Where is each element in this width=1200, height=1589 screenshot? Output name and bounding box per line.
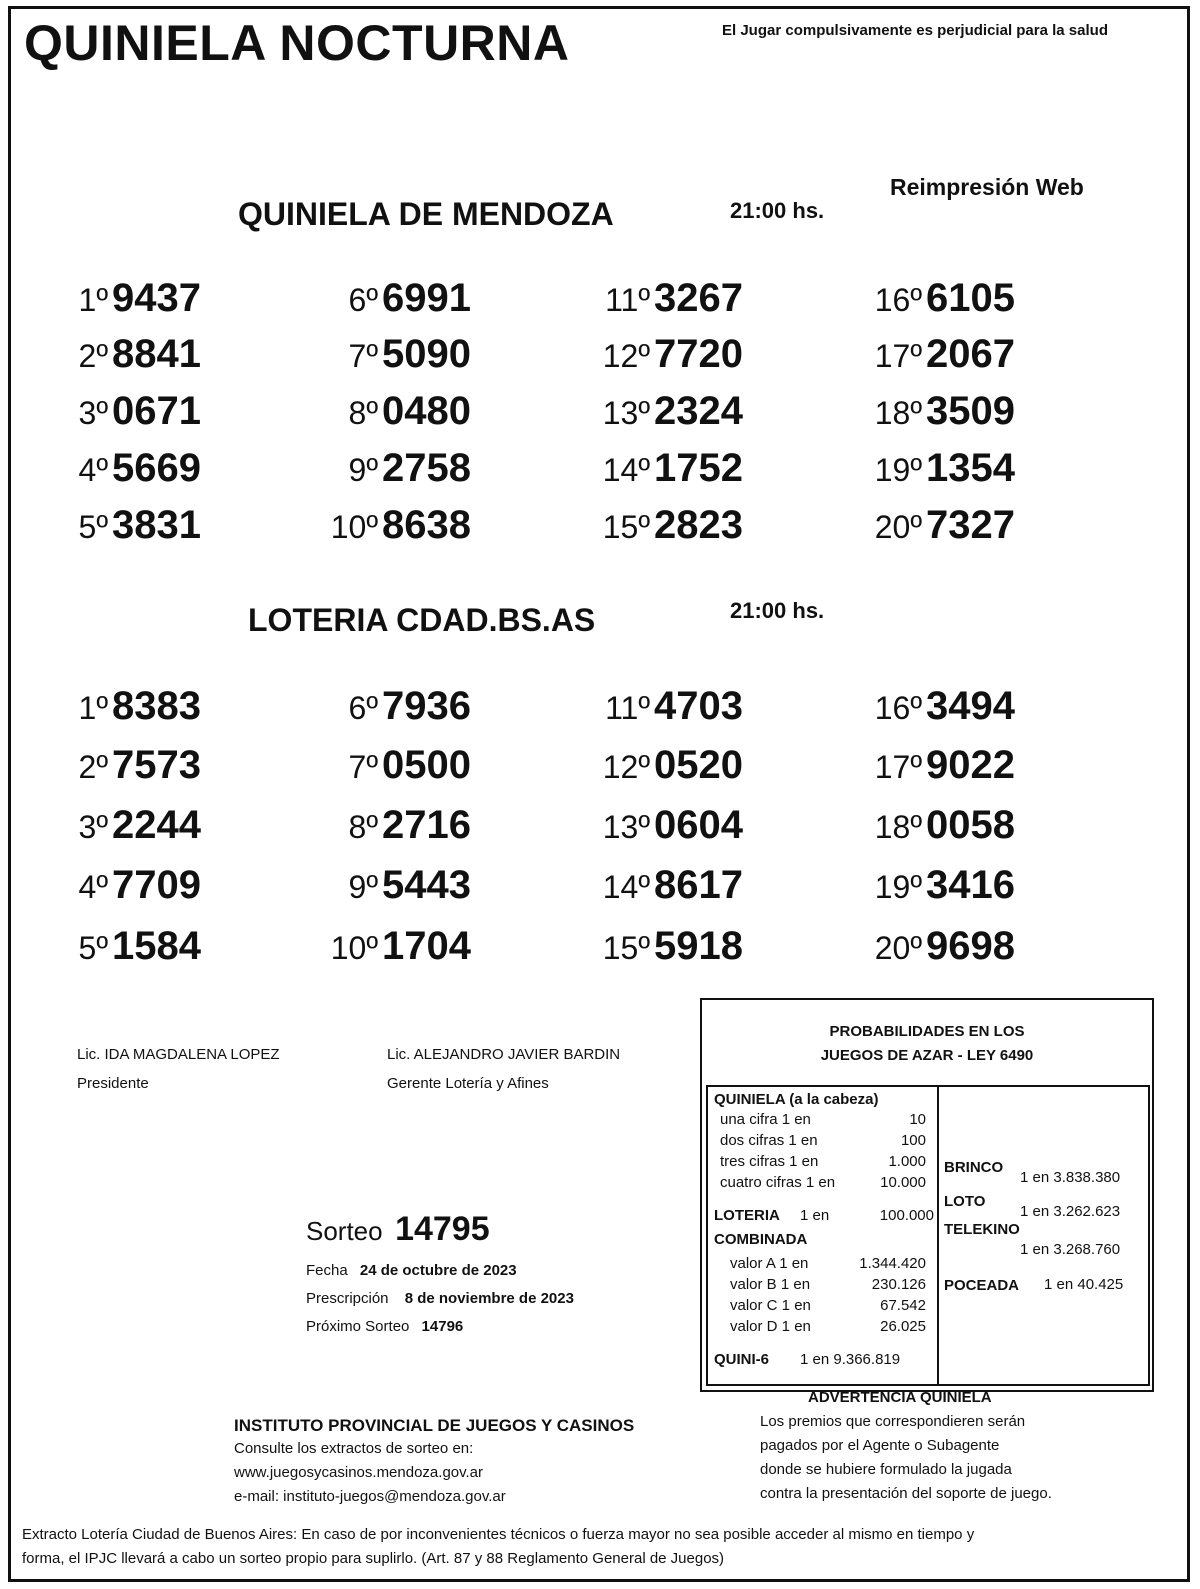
combinada-title: COMBINADA <box>714 1231 808 1248</box>
odds-value: 100 <box>900 1132 926 1149</box>
advertencia-line: pagados por el Agente o Subagente <box>760 1437 1000 1454</box>
result-number: 7709 <box>112 863 201 907</box>
result-entry <box>28 863 201 908</box>
result-position: 3º <box>78 809 108 845</box>
result-entry <box>28 389 201 434</box>
result-number: 5443 <box>382 863 471 907</box>
loto-label: LOTO <box>944 1193 986 1210</box>
result-position: 8º <box>348 809 378 845</box>
brinco-label: BRINCO <box>944 1159 1004 1176</box>
result-number: 5918 <box>654 924 743 968</box>
result-entry <box>842 446 1015 491</box>
draw-number: 14795 <box>395 1210 490 1248</box>
footer-note-line1: Extracto Lotería Ciudad de Buenos Aires: En caso de por inconvenientes técnicos o fuerza mayor no sea posible acceder al mismo en tiempo y <box>22 1526 975 1543</box>
draw-label: Sorteo <box>306 1216 383 1246</box>
result-position: 8º <box>348 395 378 431</box>
result-entry <box>570 332 743 377</box>
odds-label: tres cifras 1 en <box>720 1153 819 1170</box>
odds-label: valor B 1 en <box>730 1276 811 1293</box>
result-entry <box>298 924 471 969</box>
result-number: 5669 <box>112 446 201 490</box>
result-number: 8617 <box>654 863 743 907</box>
result-entry <box>298 863 471 908</box>
result-number: 2823 <box>654 503 743 547</box>
odds-value: 10.000 <box>880 1174 926 1191</box>
result-number: 0671 <box>112 389 201 433</box>
institute-info: Consulte los extractos de sorteo en: <box>234 1440 474 1457</box>
result-entry <box>28 446 201 491</box>
loto-value: 1 en 3.262.623 <box>1020 1203 1121 1220</box>
odds-label: valor D 1 en <box>730 1318 811 1335</box>
result-number: 3267 <box>654 276 743 320</box>
result-position: 2º <box>78 749 108 785</box>
next-draw-row <box>306 1318 463 1335</box>
result-entry <box>298 803 471 848</box>
result-number: 1704 <box>382 924 471 968</box>
result-number: 7327 <box>926 503 1015 547</box>
result-position: 6º <box>348 282 378 318</box>
signature-name: Lic. ALEJANDRO JAVIER BARDIN <box>387 1046 621 1063</box>
advertencia-text <box>760 1410 1052 1506</box>
result-number: 3494 <box>926 684 1015 728</box>
result-entry <box>298 743 471 788</box>
result-entry <box>298 503 471 548</box>
result-entry <box>842 389 1015 434</box>
result-position: 14º <box>602 869 650 905</box>
result-entry <box>28 503 201 548</box>
buenos-aires-time: 21:00 hs. <box>730 598 825 623</box>
result-position: 3º <box>78 395 108 431</box>
result-position: 7º <box>348 338 378 374</box>
institute-email-link[interactable]: e-mail: instituto-juegos@mendoza.gov.ar <box>234 1488 506 1505</box>
result-number: 8841 <box>112 332 201 376</box>
result-position: 10º <box>330 509 378 545</box>
result-position: 10º <box>330 930 378 966</box>
institute-website-link[interactable]: www.juegosycasinos.mendoza.gov.ar <box>234 1464 484 1481</box>
result-number: 8383 <box>112 684 201 728</box>
telekino-label: TELEKINO <box>944 1221 1020 1238</box>
result-number: 1354 <box>926 446 1015 490</box>
result-position: 9º <box>348 452 378 488</box>
result-position: 15º <box>602 509 650 545</box>
result-number: 3416 <box>926 863 1015 907</box>
draw-number-block <box>306 1210 490 1249</box>
result-position: 1º <box>78 282 108 318</box>
result-position: 16º <box>874 282 922 318</box>
result-entry <box>570 389 743 434</box>
result-number: 3831 <box>112 503 201 547</box>
result-number: 0500 <box>382 743 471 787</box>
result-entry <box>298 332 471 377</box>
result-entry <box>28 276 201 321</box>
result-position: 19º <box>874 452 922 488</box>
odds-label: valor A 1 en <box>730 1255 809 1272</box>
result-position: 5º <box>78 509 108 545</box>
result-position: 15º <box>602 930 650 966</box>
result-position: 19º <box>874 869 922 905</box>
mendoza-time: 21:00 hs. <box>730 198 825 223</box>
result-entry <box>842 924 1015 969</box>
result-position: 6º <box>348 690 378 726</box>
result-entry <box>28 332 201 377</box>
result-position: 20º <box>874 930 922 966</box>
odds-value: 26.025 <box>880 1318 926 1335</box>
result-number: 9022 <box>926 743 1015 787</box>
page-title: QUINIELA NOCTURNA <box>24 15 570 71</box>
probabilities-box <box>700 998 1154 1392</box>
result-entry <box>842 743 1015 788</box>
result-entry <box>570 276 743 321</box>
advertencia-line: donde se hubiere formulado la jugada <box>760 1461 1012 1478</box>
result-number: 7936 <box>382 684 471 728</box>
result-position: 12º <box>602 338 650 374</box>
odds-value: 67.542 <box>880 1297 926 1314</box>
result-number: 0058 <box>926 803 1015 847</box>
result-entry <box>570 446 743 491</box>
result-entry <box>298 684 471 729</box>
loteria-label: LOTERIA <box>714 1207 780 1224</box>
result-number: 6105 <box>926 276 1015 320</box>
result-number: 2716 <box>382 803 471 847</box>
draw-date: 24 de octubre de 2023 <box>359 1262 517 1279</box>
advertencia-line: Los premios que correspondieren serán <box>760 1413 1026 1430</box>
signature-role: Presidente <box>77 1075 149 1092</box>
result-number: 2758 <box>382 446 471 490</box>
result-entry <box>842 503 1015 548</box>
result-position: 16º <box>874 690 922 726</box>
draw-date-row <box>306 1262 517 1279</box>
result-number: 7573 <box>112 743 201 787</box>
result-entry <box>298 276 471 321</box>
result-entry <box>570 803 743 848</box>
result-number: 2067 <box>926 332 1015 376</box>
draw-expiry-row <box>306 1290 574 1307</box>
quini6-value: 1 en 9.366.819 <box>800 1351 901 1368</box>
result-position: 7º <box>348 749 378 785</box>
signature-name: Lic. IDA MAGDALENA LOPEZ <box>77 1046 280 1063</box>
result-entry <box>570 743 743 788</box>
odds-value: 10 <box>909 1111 926 1128</box>
probabilities-title-line2: JUEGOS DE AZAR - LEY 6490 <box>820 1047 1034 1064</box>
result-number: 9698 <box>926 924 1015 968</box>
loteria-odds: 1 en <box>800 1207 830 1224</box>
date-label: Fecha <box>306 1262 348 1279</box>
result-entry <box>842 684 1015 729</box>
result-entry <box>842 863 1015 908</box>
institute-name: INSTITUTO PROVINCIAL DE JUEGOS Y CASINOS <box>234 1416 635 1435</box>
result-entry <box>842 332 1015 377</box>
result-entry <box>570 503 743 548</box>
result-entry <box>570 924 743 969</box>
probabilities-header <box>702 1000 1152 1068</box>
result-position: 2º <box>78 338 108 374</box>
result-number: 2324 <box>654 389 743 433</box>
probabilities-table <box>706 1085 1150 1386</box>
odds-label: cuatro cifras 1 en <box>720 1174 836 1191</box>
quini6-label: QUINI-6 <box>714 1351 770 1368</box>
poceada-value: 1 en 40.425 <box>1044 1276 1124 1293</box>
odds-label: valor C 1 en <box>730 1297 811 1314</box>
result-position: 20º <box>874 509 922 545</box>
result-entry <box>298 446 471 491</box>
result-number: 7720 <box>654 332 743 376</box>
odds-label: dos cifras 1 en <box>720 1132 818 1149</box>
result-position: 4º <box>78 869 108 905</box>
odds-label: una cifra 1 en <box>720 1111 811 1128</box>
result-position: 18º <box>874 395 922 431</box>
result-position: 14º <box>602 452 650 488</box>
column-divider <box>937 1087 939 1384</box>
advertencia-line: contra la presentación del soporte de juego. <box>760 1485 1052 1502</box>
result-entry <box>570 863 743 908</box>
advertencia-title: ADVERTENCIA QUINIELA <box>808 1389 992 1406</box>
result-entry <box>28 684 201 729</box>
result-number: 0604 <box>654 803 743 847</box>
result-position: 9º <box>348 869 378 905</box>
result-position: 1º <box>78 690 108 726</box>
mendoza-title: QUINIELA DE MENDOZA <box>238 196 614 232</box>
signature-role: Gerente Lotería y Afines <box>387 1075 549 1092</box>
quiniela-odds-title: QUINIELA (a la cabeza) <box>714 1091 879 1108</box>
probabilities-title-line1: PROBABILIDADES EN LOS <box>829 1023 1025 1040</box>
next-draw-number: 14796 <box>421 1318 464 1335</box>
result-position: 13º <box>602 809 650 845</box>
result-position: 12º <box>602 749 650 785</box>
poceada-label: POCEADA <box>944 1277 1020 1294</box>
telekino-value: 1 en 3.268.760 <box>1020 1241 1121 1258</box>
result-entry <box>842 803 1015 848</box>
result-entry <box>28 924 201 969</box>
result-position: 18º <box>874 809 922 845</box>
result-number: 0520 <box>654 743 743 787</box>
result-number: 1752 <box>654 446 743 490</box>
brinco-value: 1 en 3.838.380 <box>1020 1169 1121 1186</box>
result-number: 0480 <box>382 389 471 433</box>
buenos-aires-title: LOTERIA CDAD.BS.AS <box>248 602 596 638</box>
result-entry <box>28 803 201 848</box>
result-position: 11º <box>605 690 650 726</box>
result-position: 4º <box>78 452 108 488</box>
result-entry <box>570 684 743 729</box>
next-draw-label: Próximo Sorteo <box>306 1318 410 1335</box>
result-number: 8638 <box>382 503 471 547</box>
health-warning: El Jugar compulsivamente es perjudicial para la salud <box>722 22 1108 39</box>
result-position: 13º <box>602 395 650 431</box>
odds-value: 1.000 <box>888 1153 926 1170</box>
footer-note-line2: forma, el IPJC llevará a cabo un sorteo propio para suplirlo. (Art. 87 y 88 Reglamento General de Juegos) <box>22 1550 725 1567</box>
result-entry <box>298 389 471 434</box>
expiry-label: Prescripción <box>306 1290 389 1307</box>
result-position: 17º <box>874 338 922 374</box>
result-number: 6991 <box>382 276 471 320</box>
result-number: 1584 <box>112 924 201 968</box>
result-entry <box>28 743 201 788</box>
result-entry <box>842 276 1015 321</box>
loteria-value: 100.000 <box>879 1207 934 1224</box>
result-position: 11º <box>605 282 650 318</box>
odds-value: 1.344.420 <box>859 1255 926 1272</box>
result-position: 5º <box>78 930 108 966</box>
result-number: 9437 <box>112 276 201 320</box>
odds-value: 230.126 <box>871 1276 926 1293</box>
result-position: 17º <box>874 749 922 785</box>
result-number: 5090 <box>382 332 471 376</box>
reprint-label: Reimpresión Web <box>890 174 1084 200</box>
draw-expiry: 8 de noviembre de 2023 <box>404 1290 574 1307</box>
result-number: 4703 <box>654 684 743 728</box>
result-number: 2244 <box>112 803 201 847</box>
result-number: 3509 <box>926 389 1015 433</box>
